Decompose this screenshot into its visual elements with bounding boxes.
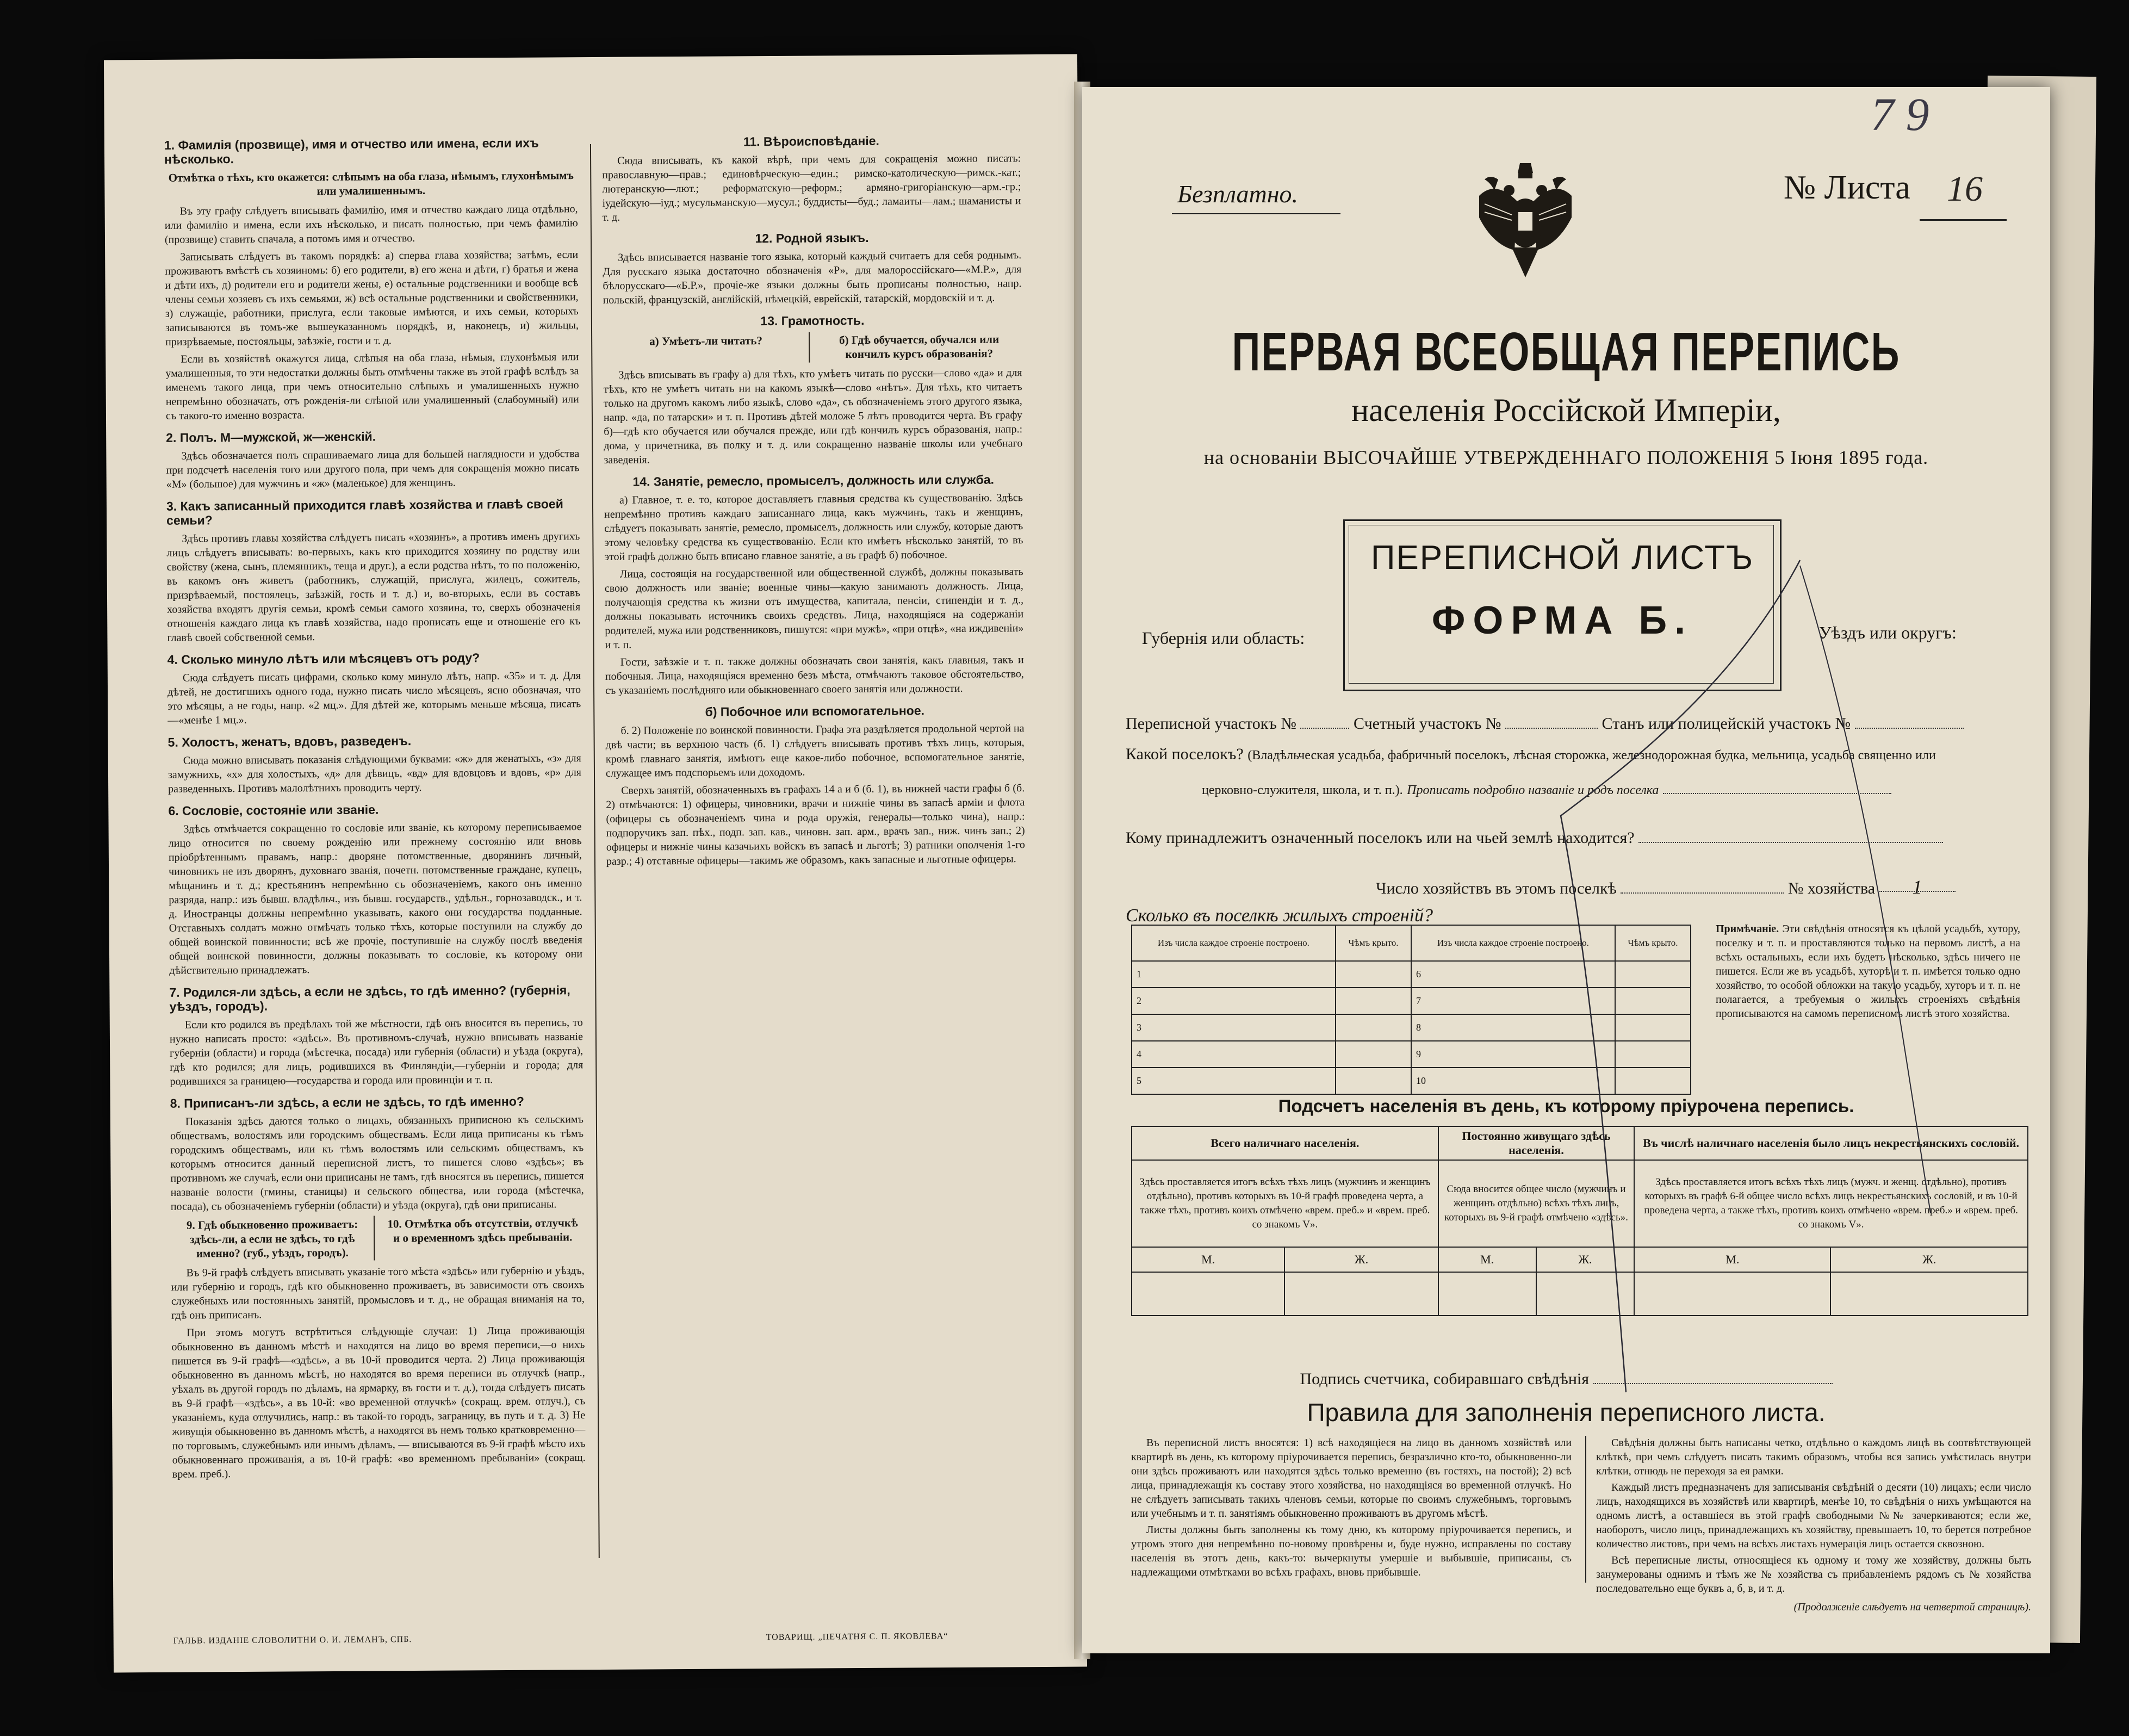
table-cell[interactable] [1336,1041,1411,1068]
female-column-header: Ж. [1284,1247,1438,1272]
table-cell[interactable] [1438,1272,1536,1316]
rules-title: Правила для заполненія переписного листа. [1307,1398,1826,1427]
table-cell[interactable] [1615,1014,1691,1041]
instruction-heading: 6. Сословіе, состояніе или званіе. [168,802,379,818]
count-district-label: Счетный участокъ № [1353,715,1501,733]
instruction-heading: 14. Занятіе, ремесло, промыселъ, должность или служба. [632,472,995,489]
note-heading: Примѣчаніе. [1716,923,1779,935]
table-header: Чѣмъ крыто. [1336,925,1411,961]
table-cell: 9 [1411,1041,1615,1068]
instruction-heading: 3. Какъ записанный приходится главѣ хозяйства и главѣ своей семьи? [166,497,563,528]
census-district-row [1126,712,2018,733]
instruction-paragraph: Въ 9-й графѣ слѣдуетъ вписывать указаніе того мѣста «здѣсь» или губернію и уѣздъ, или губернію и городъ, гдѣ кто обыкновенно проживаетъ, въ зависимости отъ своихъ служебныхъ или постоянныхъ занятій, промысловъ и т. д., не обращая вниманія на то, гдѣ онъ приписанъ. [171,1264,585,1322]
table-cell[interactable] [1615,1068,1691,1094]
rule-paragraph: Всѣ переписные листы, относящіеся къ одному и тому же хозяйству, должны быть занумерованы однимъ и тѣмъ же № хозяйства съ прибавленіемъ рядомъ съ № хозяйства последовательно еще буквъ а, б, в, и т. д. [1596,1554,2031,1595]
table-header: Чѣмъ крыто. [1615,925,1691,961]
settlement-row [1126,745,2018,764]
census-title: ПЕРВАЯ ВСЕОБЩАЯ ПЕРЕПИСЬ [1232,321,1901,382]
instruction-heading: 10. Отмѣтка объ отсутствіи, отлучкѣ и о временномъ здѣсь пребываніи. [387,1216,578,1245]
instruction-paragraph: а) Главное, т. е. то, которое доставляетъ главныя средства къ существованію. Здѣсь непремѣнно противъ каждаго записаннаго лица, какъ мужчинъ, такъ и женщинъ, слѣдуетъ показывать занятіе, ремесло, промыселъ, должность или службу, которые даютъ этому человѣку средства къ существованію. Если кто имѣетъ нѣсколько занятій, то въ этой графѣ должно быть вписано главное занятіе, а въ графѣ б) побочное. [604,492,1023,563]
instruction-paragraph: Лица, состоящія на государственной или общественной службѣ, должны показывать свою должность или званіе; военные чины—какую занимаютъ должность. Лица, получающія средства къ жизни отъ имущества, капитала, пенсіи, стипендіи и т. д., должны показывать источникъ своихъ средствъ. Лица, находящіяся на содержаніи родителей, мужа или родственниковъ, пишутся: «при мужѣ», «при отцѣ», «на иждивеніи» и т. п. [604,566,1024,651]
owner-field[interactable] [1638,827,1943,843]
table-cell[interactable] [1284,1272,1438,1316]
table-cell: 5 [1132,1068,1336,1094]
table-cell[interactable] [1336,988,1411,1014]
imperial-eagle-icon [1468,158,1582,288]
instructions-column-1 [164,128,586,1485]
table-cell: Здѣсь проставляется итогъ всѣхъ тѣхъ лицъ (мужчинъ и женщинъ отдѣльно), противъ которыхъ въ 10-й графѣ проведена черта, а также тѣхъ, противъ коихъ отмѣчено «врем. преб.» и «врем. преб. со знакомъ V». [1132,1160,1438,1247]
table-cell: Сюда вносится общее число (мужчинъ и женщинъ отдѣльно) всѣхъ тѣхъ лицъ, которыхъ въ 9-й графѣ отмѣчено «здѣсь». [1438,1160,1635,1247]
instruction-paragraph: Сюда слѣдуетъ писать цифрами, сколько кому минуло лѣтъ, напр. «35» и т. д. Для дѣтей, не достигшихъ одного года, нужно писать число мѣсяцевъ, ясно обозначая, что это мѣсяцы, а не годы, напр. «2 мц.». Для дѣтей же, которымъ меньше мѣсяца, писать—«менѣе 1 мц.». [167,669,581,727]
population-count-table [1131,1126,2028,1316]
male-column-header: М. [1438,1247,1536,1272]
enumerator-signature-label: Подпись счетчика, собиравшаго свѣдѣнія [1300,1370,1590,1388]
table-header: Въ числѣ наличнаго населенія было лицъ некрестьянскихъ сословій. [1634,1126,2028,1160]
table-cell: 7 [1411,988,1615,1014]
instructions-column-2 [602,125,1025,872]
table-header: Постоянно живущаго здѣсь населенія. [1438,1126,1635,1160]
table-cell: 8 [1411,1014,1615,1041]
instruction-paragraph: Гости, заѣзжіе и т. п. также должны обозначать свои занятія, какъ главныя, такъ и побочныя. Лица, находящіяся временно безъ мѣста, отмѣчаютъ таковое обстоятельство, съ указаніемъ послѣдняго или обыкновеннаго своего занятія или должности. [605,654,1024,697]
instruction-paragraph: Здѣсь отмѣчается сокращенно то сословіе или званіе, къ которому переписываемое лицо относится по своему рожденію или прежнему состоянію или вновь пріобрѣтеннымъ правамъ, напр.: дворяне потомственные, дворянинъ личный, чиновникъ не изъ дворянъ, духовнаго званія, почетн. потомственные граждане, купецъ, мѣщанинъ и т. д.; крестьянинъ непремѣнно съ обозначеніемъ, какого онъ именно разряда, напр.: изъ бывш. владѣльч., изъ бывш. государств., удѣльн., горнозаводск., и т. д. Иностранцы должны непремѣнно указывать, какого они государства подданные. Отставныхъ солдатъ можно отмѣчать только тѣхъ, которые поступили на службу до общей воинской повинности; всѣ же прочіе, поступившіе на службу послѣ введенія общей воинской повинности, должны показывать то сословіе, къ которому они дѣйствительно принадлежатъ. [168,821,583,977]
households-count-field[interactable] [1621,877,1784,894]
rule-paragraph: Каждый листъ предназначенъ для записыванія свѣдѣній о десяти (10) лицахъ; если число лицъ, находящихся въ хозяйствѣ или квартирѣ, менѣе 10, то свѣдѣнія о нихъ умѣщаются на одномъ листѣ, а оставшіеся въ этой графѣ свободными №№ зачеркиваются; если же, наоборотъ, число лицъ, принадлежащихъ къ хозяйству, превышаетъ 10, то берется потребное количество листовъ, при чемъ на всѣхъ листахъ нумерація лицъ остается сквозною. [1596,1481,2031,1550]
dwellings-table [1131,925,1691,1095]
census-subtitle: населенія Россійской Имперіи, [1351,392,1781,428]
table-cell: 1 [1132,961,1336,988]
instruction-heading: 7. Родился-ли здѣсь, а если не здѣсь, то гдѣ именно? (губернія, уѣздъ, городъ). [169,983,570,1014]
instruction-paragraph: Здѣсь обозначается полъ спрашиваемаго лица для большей наглядности и удобства при подсчетѣ населенія того или другого пола, при чемъ для сокращенія можно писать «М» (большое) для мужчинъ и «ж» (маленькое) для женщинъ. [166,448,580,491]
settlement-instruction: Прописать подробно названіе и родъ поселка [1407,783,1659,797]
dwellings-question: Сколько въ поселкѣ жилыхъ строеній? [1126,906,1433,926]
table-cell[interactable] [1830,1272,2028,1316]
instruction-heading: 1. Фамилія (прозвище), имя и отчество или имена, если ихъ нѣсколько. [164,135,539,166]
rule-paragraph: Въ переписной листъ вносятся: 1) всѣ находящіеся на лицо въ данномъ хозяйствѣ или квартирѣ въ день, къ которому пріурочивается перепись, безразлично кто-то, обыкновенно-ли они здѣсь проживаютъ или находятся здѣсь только временно (въ гостяхъ, на постой); 2) всѣ лица, принадлежащія къ составу этого хозяйства, но находящіяся во временной отлучкѣ. Но не слѣдуетъ записывать такихъ членовъ семьи, которые по своимъ служебнымъ, торговымъ или учебнымъ и т. п. занятіямъ обыкновенно проживаютъ въ другомъ мѣстѣ. [1131,1437,1572,1520]
sheet-number-label: № Листа [1784,169,1910,206]
enumerator-signature-line [1082,1368,2050,1388]
instruction-paragraph: При этомъ могутъ встрѣтиться слѣдующіе случаи: 1) Лица проживающія обыкновенно въ данномъ мѣстѣ и находятся на лицо во время переписи,—о нихъ пишется въ 9-й графѣ—«здѣсь», а въ 10-й проводится черта. 2) Лица проживающія обыкновенно въ данномъ мѣстѣ, но находятся во время переписи въ отлучкѣ (напр., уѣхалъ въ другой городъ по дѣламъ, на ярмарку, въ гости и т. д.), тогда слѣдуетъ писать въ 9-й графѣ—«здѣсь», а въ 10-й: «во временной отлучкѣ» (сокращ. врем. отлуч.), съ указаніемъ, куда отлучились, напр.: въ такой-то городъ, заграницу, въ путь и т. д. 3) Не живущія обыкновенно въ данномъ мѣстѣ, а находятся въ немъ только кратковременно—по торговымъ, служебнымъ или инымъ дѣламъ, — вписываются въ 9-й графѣ мѣсто ихъ обыкновеннаго проживанія, а въ 10-й графѣ: «во временномъ пребываніи» (сокращ. врем. преб.). [171,1324,586,1480]
rules-column-1 [1131,1436,1572,1582]
printer-imprint-left: ГАЛЬВ. ИЗДАНІЕ СЛОВОЛИТНИ О. И. ЛЕМАНЪ, СПБ. [173,1635,412,1646]
form-title: ПЕРЕПИСНОЙ ЛИСТЪ [1370,539,1754,576]
handwritten-corner-number: 7 9 [1871,88,1929,140]
instruction-paragraph: Сюда можно вписывать показанія слѣдующими буквами: «ж» для женатыхъ, «з» для замужнихъ, «х» для холостыхъ, «д» для дѣвицъ, «вд» для вдовцовъ и вдовъ, «р» для разведенныхъ. Противъ малолѣтнихъ проводить черту. [167,752,582,795]
table-row [1132,988,1691,1014]
free-underline [1172,213,1340,214]
census-district-field[interactable] [1300,712,1349,729]
count-district-field[interactable] [1505,712,1598,729]
owner-row [1126,827,2018,847]
rule-paragraph: Листы должны быть заполнены къ тому дню, къ которому пріурочивается перепись, и утромъ этого дня непремѣнно по-новому провѣрены и, буде нужно, исправлены по составу населенія въ этотъ день, какъ-то: вычеркнуты умершіе и выбывшіе, приписаны, съ надлежащими отмѣтками во всѣхъ графахъ, вновь прибывшіе. [1131,1524,1572,1578]
table-cell: 10 [1411,1068,1615,1094]
table-row [1132,961,1691,988]
instruction-heading: 12. Родной языкъ. [755,230,869,246]
table-header: Всего наличнаго населенія. [1132,1126,1438,1160]
table-row [1132,1041,1691,1068]
table-cell: 6 [1411,961,1615,988]
owner-label: Кому принадлежитъ означенный поселокъ или на чьей землѣ находится? [1126,829,1635,847]
table-header: Изъ числа каждое строеніе построено. [1411,925,1615,961]
instruction-paragraph: Если въ хозяйствѣ окажутся лица, слѣпыя на оба глаза, нѣмыя, глухонѣмыя или умалишенныя, то эти недостатки должны быть отмѣчены также въ этой графѣ вслѣдъ за именемъ такого лица, при чемъ относительно слѣпыхъ и умалишенныхъ нужно непремѣнно обозначать, отъ рожденія-ли слѣпой или умалишенный (слабоумный) или съ такого-то именно возраста. [165,351,579,422]
table-cell: 4 [1132,1041,1336,1068]
households-row [1126,876,2050,898]
district-label: Уѣздъ или округъ: [1819,623,1957,642]
table-header: Изъ числа каждое строеніе построено. [1132,925,1336,961]
instruction-heading: 4. Сколько минуло лѣтъ или мѣсяцевъ отъ роду? [167,650,480,667]
form-variant: ФОРМА Б. [1431,599,1693,642]
table-cell: Здѣсь проставляется итогъ всѣхъ тѣхъ лицъ (мужч. и женщ. отдѣльно), противъ которыхъ въ графѣ 6-й общее число всѣхъ лицъ некрестьянскихъ сословій, и въ 10-й проведена черта, а также тѣхъ, противъ коихъ отмѣчено «врем. преб.» и «врем. преб. со знакомъ V». [1634,1160,2028,1247]
table-cell[interactable] [1634,1272,1830,1316]
instruction-paragraph: Здѣсь противъ главы хозяйства слѣдуетъ писать «хозяинъ», а противъ именъ другихъ лицъ слѣдуетъ вписывать: во-первыхъ, какъ кто приходится хозяину по родству или свойству (жена, сынъ, племянникъ, теща и друг.), а если родства нѣтъ, то по положенію, въ какомъ онъ живетъ (работникъ, служащій, прислуга, жилецъ, сожитель, призрѣваемый, постоялецъ, заѣзжій, гость и т. д.) и, во-вторыхъ, если въ составъ хозяйства входятъ другія семьи, кромѣ семьи самого хозяина, то, сверхъ обозначенія отношенія каждаго лица къ главѣ хозяйства, надо прописать еще и отношеніе его къ главѣ своей собственной семьи. [166,530,581,644]
instruction-heading: Отмѣтка о тѣхъ, кто окажется: слѣпымъ на оба глаза, нѣмымъ, глухонѣмымъ или умалишеннымъ. [168,169,574,198]
table-cell[interactable] [1615,1041,1691,1068]
dwellings-note [1716,922,2020,1021]
instruction-paragraph: Записывать слѣдуетъ въ такомъ порядкѣ: а) сперва глава хозяйства; затѣмъ, если проживаютъ вмѣстѣ съ хозяиномъ: б) его родители, в) его жена и дѣти, г) братья и жена и дѣти ихъ, д) родители его и родители жены, е) остальные родственники и вообще всѣ члены семьи хозяевъ съ ихъ семьями, ж) всѣ остальные родственники и свойственники, з) служащіе, работники, прислуга, если таковые имѣются, и ихъ семьи, которыхъ записываются въ томъ-же вышеуказанномъ порядкѣ, и, наконецъ, и) жильцы, призрѣваемые, постояльцы, заѣзжіе, гости и т. д. [165,249,579,348]
census-district-label: Переписной участокъ № [1126,715,1296,733]
instruction-paragraph: Въ эту графу слѣдуетъ вписывать фамилію, имя и отчество каждаго лица отдѣльно, или фамилію и имена, если ихъ нѣсколько, и писать полностью, при чемъ фамилію (прозвище) ставить спачала, а потомъ имя и отчество. [164,203,578,246]
enumerator-signature-field[interactable] [1593,1368,1833,1384]
table-cell[interactable] [1336,1068,1411,1094]
table-row [1132,1014,1691,1041]
instruction-heading: 13. Грамотность. [760,313,865,328]
table-cell[interactable] [1615,961,1691,988]
table-cell[interactable] [1132,1272,1284,1316]
female-column-header: Ж. [1830,1247,2028,1272]
province-label: Губернія или область: [1142,628,1305,648]
instruction-paragraph: Здѣсь вписывать въ графу а) для тѣхъ, кто умѣетъ читать по русски—слово «да» и для тѣхъ, кто не умѣетъ читать ни на какомъ языкѣ—слово «нѣтъ». Для тѣхъ, кто читаетъ только на другомъ какомъ либо языкѣ, слово «да», съ обозначеніемъ этого другого языка, напр. «да, по татарски» и т. п. Противъ дѣтей моложе 5 лѣтъ проводится черта. Въ графу б)—гдѣ кто обучается или обучался прежде, или гдѣ кончилъ курсъ образованія, напр.: дома, у причетника, въ полку и т. д. или сокращенно названіе школы или учебнаго заведенія. [603,367,1023,466]
settlement-hint-2: церковно-служителя, школа, и т. п.). [1202,783,1403,797]
instruction-heading: 8. Приписанъ-ли здѣсь, а если не здѣсь, то гдѣ именно? [170,1094,524,1111]
table-cell[interactable] [1536,1272,1635,1316]
instruction-heading: 11. Вѣроисповѣданіе. [743,133,879,149]
police-district-field[interactable] [1855,712,1964,729]
instruction-heading: б) Побочное или вспомогательное. [705,703,925,719]
instruction-subheadings [603,331,1022,364]
population-count-heading: Подсчетъ населенія въ день, къ которому пріурочена перепись. [1278,1096,1854,1116]
instruction-heading: 2. Полъ. М—мужской, ж—женскій. [166,429,376,445]
sheet-number-value: 16 [1947,169,1983,209]
household-number-label: № хозяйства [1787,879,1876,897]
rules-divider [1585,1436,1586,1583]
table-cell[interactable] [1336,961,1411,988]
instruction-heading: 5. Холостъ, женатъ, вдовъ, разведенъ. [167,734,412,749]
note-text: Эти свѣдѣнія относятся къ цѣлой усадьбѣ, хутору, поселку и т. п. и проставляются только на первомъ листѣ, а на всѣхъ остальныхъ, если ихъ будетъ нѣсколько, здѣсь ничего не пишется. Если же въ усадьбѣ, хуторѣ и т. п. имѣется только одно хозяйство, то особой обложки на такую усадьбу, хуторъ и т. п. не полагается, а требуемыя о жилыхъ строеніяхъ свѣдѣнія прописываются на самомъ переписномъ листѣ этого хозяйства. [1716,923,2021,1020]
instruction-paragraph: Здѣсь вписывается названіе того языка, который каждый считаетъ для себя роднымъ. Для русскаго языка достаточно обозначенія «Р», для малороссійскаго—«М.Р.», для бѣлорусскаго—«Б.Р.», прочіе-же языки должны быть прописаны полностью, напр. польскій, французскій, англійскій, нѣмецкій, еврейскій, татарскій, мордовскій и т. д. [603,249,1022,306]
settlement-label: Какой поселокъ? [1126,745,1244,763]
instruction-paragraph: Показанія здѣсь даются только о лицахъ, обязанныхъ приписною къ сельскимъ обществамъ, волостямъ или городскимъ обществамъ. Если лица приписаны къ тѣмъ городскимъ обществамъ, или къ тѣмъ волостямъ или сельскимъ обществамъ, къ которымъ относится данный переписной листъ, то пишется слово «здѣсь»; въ противномъ же случаѣ, если они приписаны не тамъ, гдѣ вносятся въ перепись, пишется названіе волости (гмины, станицы) и сельского общества, или города (мѣстечка, посада), съ обозначеніемъ губерніи (области) и уѣзда (округа), гдѣ они приписаны. [170,1113,584,1213]
female-column-header: Ж. [1536,1247,1635,1272]
male-column-header: М. [1634,1247,1830,1272]
police-district-label: Станъ или полицейскій участокъ № [1602,715,1851,733]
instruction-paragraph: б. 2) Положеніе по воинской повинности. Графа эта раздѣляется продольной чертой на двѣ части; въ верхнюю часть (б. 1) слѣдуетъ вписывать противъ тѣхъ лицъ, которыя, кромѣ главнаго занятія, имѣютъ еще какое-либо побочное, вспомогательное занятіе, служащее имъ подспорьемъ или доходомъ. [605,722,1025,779]
census-decree-line: на основаніи ВЫСОЧАЙШЕ УТВЕРЖДЕННАГО ПОЛОЖЕНІЯ 5 Іюня 1895 года. [1203,447,1929,468]
rules-column-2 [1596,1436,2031,1614]
rule-paragraph: Свѣдѣнія должны быть написаны четко, отдѣльно о каждомъ лицѣ въ соотвѣтствующей клѣткѣ, при чемъ слѣдуетъ писать такимъ образомъ, чтобы вся запись умѣстилась внутри клѣтки, отнюдь не переходя за ея рамки. [1596,1437,2031,1477]
table-row [1132,1068,1691,1094]
instruction-heading: б) Гдѣ обучается, обучался или кончилъ курсъ образованія? [839,332,1000,361]
table-cell[interactable] [1336,1014,1411,1041]
right-page-census-form [1082,87,2050,1653]
households-count-label: Число хозяйствъ въ этомъ поселкѣ [1376,879,1617,897]
continued-note: (Продолженіе слѣдуетъ на четвертой страницѣ). [1793,1601,2031,1613]
instruction-paragraph: Сюда вписывать, къ какой вѣрѣ, при чемъ для сокращенія можно писать: православную—прав.; единовѣрческую—един.; римско-католическую—римск.-кат.; лютеранскую—лют.; реформатскую—реформ.; армяно-григоріанскую—арм.-гр.; іудейскую—іуд.; мусульманскую—мусул.; буддисты—буд.; ламаиты—лам.; шаманисты и т. д. [602,152,1021,224]
household-number-value: 1 [1879,876,1956,892]
settlement-field[interactable] [1663,778,1891,794]
left-page-instructions [104,54,1087,1673]
male-column-header: М. [1132,1247,1284,1272]
settlement-row-2 [1126,778,2018,798]
settlement-hint: (Владѣльческая усадьба, фабричный поселокъ, лѣсная сторожка, железнодорожная будка, мельница, усадьба священно или [1247,748,1936,762]
instruction-paragraph: Сверхъ занятій, обозначенныхъ въ графахъ 14 а и б (б. 1), въ нижней части графы б (б. 2) отмѣчаются: 1) офицеры, чиновники, врачи и нижніе чины въ запасѣ арміи и флота (офицеры съ обозначеніемъ чина и рода оружія, генералы—только чина), напр.: подпоручикъ зап. пѣх., подп. зап. кав., чиновн. зап. арм., врачъ зап., ниж. чинъ зап.; 2) офицеры и нижніе чины казачьихъ войскъ въ запасѣ и льготѣ; 3) ратники ополченія 1-го разр.; 4) отставные офицеры—такимъ же образомъ, какъ запасные и льготные офицеры. [606,782,1025,867]
table-cell[interactable] [1615,988,1691,1014]
instruction-paragraph: Если кто родился въ предѣлахъ той же мѣстности, гдѣ онъ вносится въ перепись, то нужно написать просто: «здѣсь». Въ противномъ-случаѣ, нужно вписывать названіе губерніи (области) и города (мѣстечка, посада) или губернія (области) и уѣзда (округа), гдѣ кто родился; для лицъ, родившихся въ Финляндіи,—губерніи и города; для родившихся за границею—государства и города или провинціи и т. п. [169,1016,584,1088]
printer-imprint-right: ТОВАРИЩ. „ПЕЧАТНЯ С. П. ЯКОВЛЕВА“ [766,1632,948,1642]
instruction-heading: а) Умѣетъ-ли читать? [603,332,810,364]
column-divider [590,144,600,1558]
instruction-heading: 9. Гдѣ обыкновенно проживаетъ: здѣсь-ли, а если не здѣсь, то гдѣ именно? (губ., уѣздъ, городъ). [171,1216,375,1261]
instruction-subheadings [171,1214,584,1262]
table-cell: 2 [1132,988,1336,1014]
free-of-charge-label: Безплатно. [1177,180,1299,208]
table-cell: 3 [1132,1014,1336,1041]
